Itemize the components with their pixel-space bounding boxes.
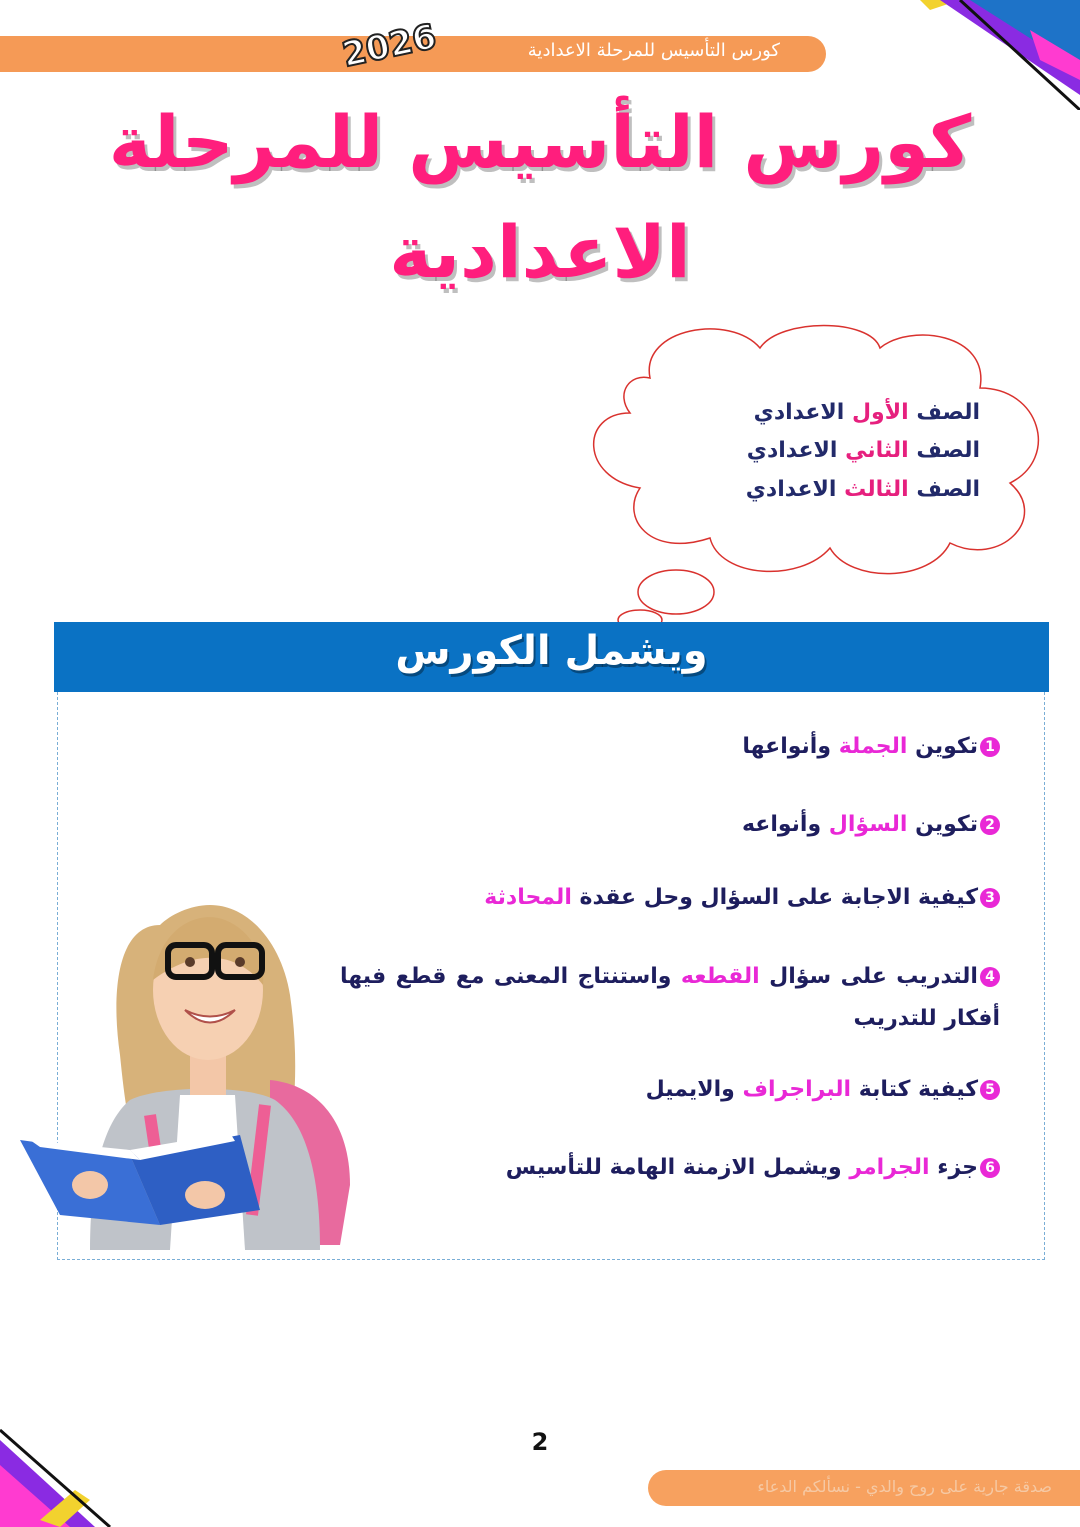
item-text: وأنواعه (741, 812, 829, 837)
item-highlight: القطعه (680, 964, 760, 989)
item-text: وأنواعها (742, 734, 839, 759)
header-text: كورس التأسيس للمرحلة الاعدادية (527, 40, 780, 61)
item-text: كيفية الاجابة على السؤال وحل عقدة (571, 885, 978, 910)
page-title-line-1: كورس التأسيس للمرحلة (108, 100, 972, 184)
item-text: والايميل (645, 1077, 743, 1102)
item-highlight: المحادثة (484, 885, 572, 910)
number-badge: 3 (980, 888, 1000, 908)
grade-prefix: الصف (908, 400, 980, 425)
grade-suffix: الاعدادي (753, 400, 852, 425)
number-badge: 2 (980, 815, 1000, 835)
year-badge: 2026 (338, 16, 440, 76)
item-highlight: البراجراف (742, 1077, 852, 1102)
list-item (484, 885, 1000, 910)
section-title: ويشمل الكورس (395, 628, 708, 674)
top-right-corner-decoration (900, 0, 1080, 110)
grade-prefix: الصف (908, 477, 980, 502)
item-text: تكوين (907, 734, 978, 759)
grade-suffix: الاعدادي (745, 477, 845, 502)
number-badge: 6 (980, 1158, 1000, 1178)
item-text: التدريب على سؤال (759, 964, 978, 989)
number-badge: 1 (980, 737, 1000, 757)
page-number: 2 (531, 1428, 549, 1456)
grade-line-1 (754, 400, 980, 425)
item-text: كيفية كتابة (851, 1077, 978, 1102)
student-reading-illustration (20, 885, 360, 1250)
item-text: ويشمل الازمنة الهامة للتأسيس (505, 1155, 850, 1180)
grade-line-2 (747, 438, 980, 463)
list-item (646, 1077, 1000, 1102)
number-badge: 5 (980, 1080, 1000, 1100)
grade-suffix: الاعدادي (746, 438, 846, 463)
grade-prefix: الصف (908, 438, 980, 463)
grade-line-3 (746, 477, 980, 502)
list-item (506, 1155, 1000, 1180)
item-text: تكوين (907, 812, 978, 837)
page-title-line-2: الاعدادية (389, 210, 691, 294)
item-text: جزء (929, 1155, 978, 1180)
list-item (742, 734, 1000, 759)
list-item (742, 812, 1000, 837)
footer-text: صدقة جارية على روح والدي - نسألكم الدعاء (757, 1477, 1052, 1496)
grade-highlight: الثاني (845, 438, 909, 463)
item-text: واستنتاج المعنى مع قطع فيها أفكار للتدريب (340, 964, 1000, 1031)
item-highlight: الجملة (838, 734, 908, 759)
thought-cloud (580, 318, 1060, 628)
grade-highlight: الثالث (844, 477, 909, 502)
item-highlight: السؤال (828, 812, 908, 837)
item-highlight: الجرامر (849, 1155, 930, 1180)
list-item (340, 956, 1000, 1040)
grade-highlight: الأول (851, 400, 909, 425)
number-badge: 4 (980, 967, 1000, 987)
